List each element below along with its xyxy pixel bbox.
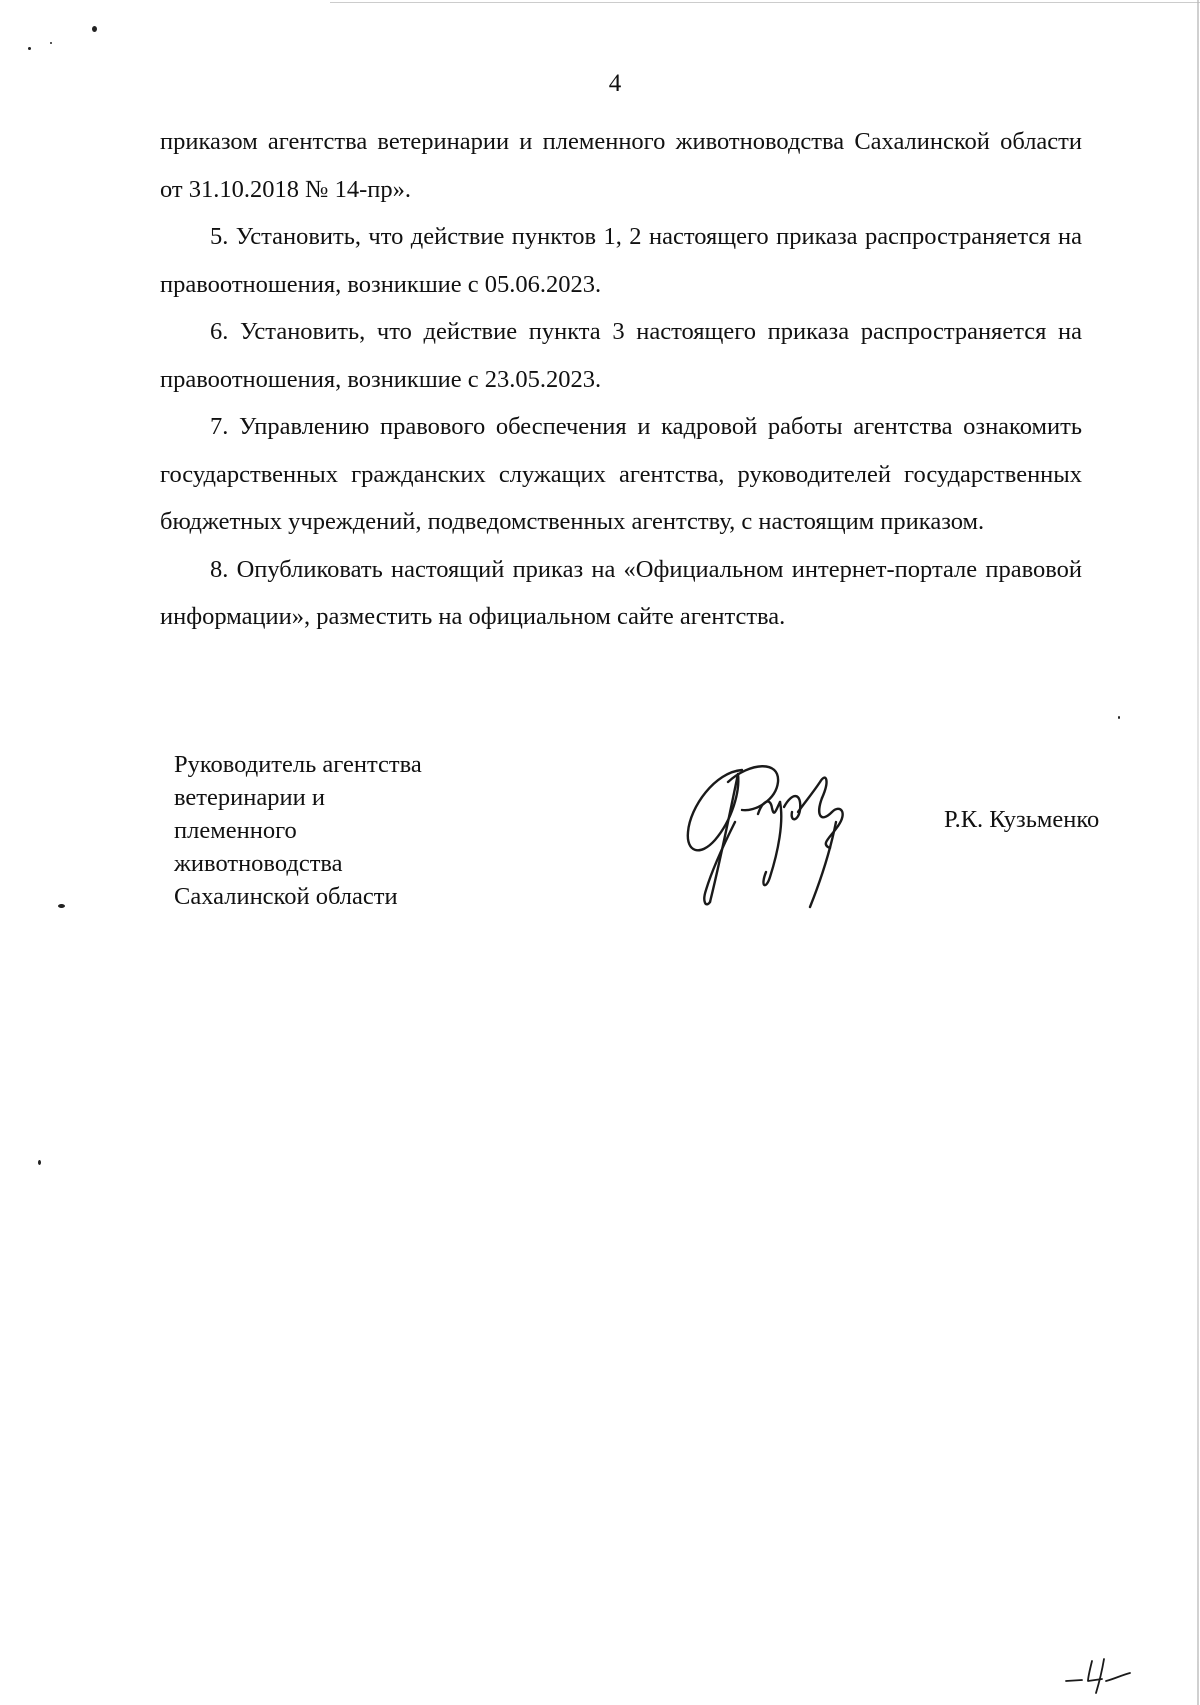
paragraph-item-8: 8. Опубликовать настоящий приказ на «Официальном интернет-портале правовой информации», разместить на официальном сайте агентства. — [160, 555, 1082, 630]
position-line: племенного — [174, 817, 297, 844]
signatory-position — [174, 748, 422, 913]
position-line: Сахалинской области — [174, 883, 398, 910]
scan-speck — [92, 26, 97, 32]
paragraph-continuation: приказом агентства ветеринарии и племенного животноводства Сахалинской области от 31.10.2018 № 14-пр». — [160, 128, 1082, 203]
handwritten-signature — [680, 752, 870, 912]
paragraph-item-6: 6. Установить, что действие пункта 3 настоящего приказа распространяется на правоотношения, возникшие с 23.05.2023. — [160, 318, 1082, 393]
scan-speck — [1118, 716, 1120, 719]
paragraph-item-7: 7. Управлению правового обеспечения и кадровой работы агентства ознакомить государственных гражданских служащих агентства, руководителей государственных бюджетных учреждений, подведомственных агентству, с настоящим приказом. — [160, 413, 1082, 535]
signer-name: Р.К. Кузьменко — [944, 806, 1100, 833]
position-line: животноводства — [174, 850, 343, 877]
position-line: Руководитель агентства — [174, 751, 422, 778]
handwritten-page-mark — [1062, 1655, 1132, 1695]
position-line: ветеринарии и — [174, 784, 325, 811]
page-number: 4 — [608, 70, 622, 97]
scan-speck — [50, 42, 52, 44]
paragraph-item-5: 5. Установить, что действие пунктов 1, 2 настоящего приказа распространяется на правоотношения, возникшие с 05.06.2023. — [160, 223, 1082, 298]
document-body — [160, 118, 1082, 641]
scan-top-edge — [330, 2, 1200, 3]
scan-speck — [28, 47, 31, 50]
scan-right-edge — [1197, 0, 1199, 1705]
scan-speck — [38, 1160, 41, 1165]
scan-speck — [58, 904, 65, 908]
